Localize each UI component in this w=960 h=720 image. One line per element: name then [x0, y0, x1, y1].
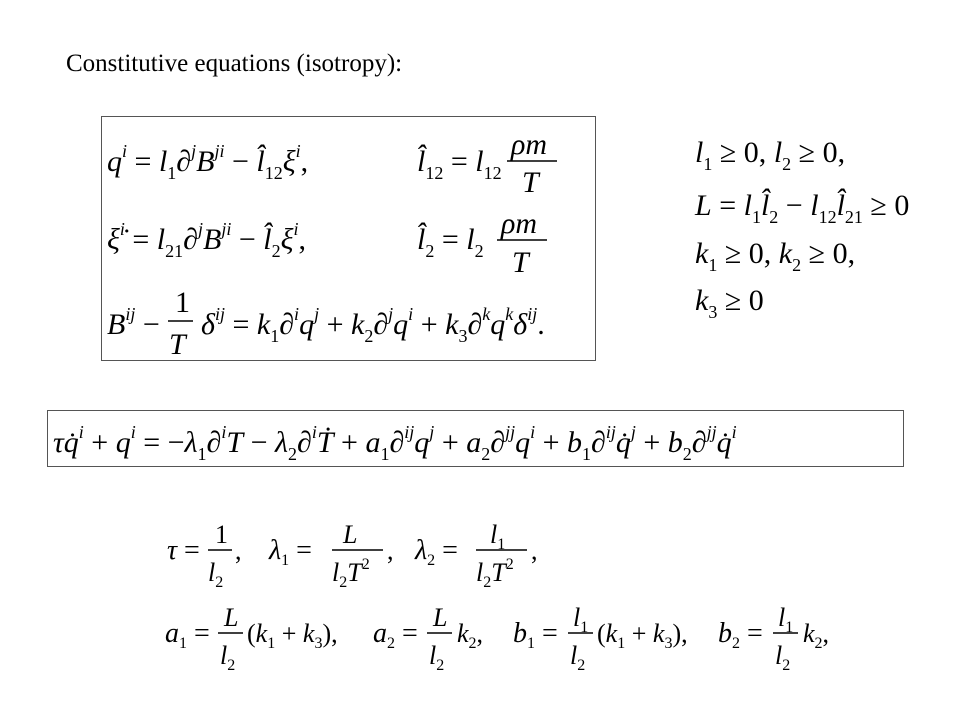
lambda2-denominator: $l_2T^2$	[476, 556, 514, 591]
a1-definition: $a_1$ =	[165, 618, 210, 652]
condition-L: $L = l_1l̂_2$ − $l_{12}l̂_{21} \ge 0$	[695, 189, 910, 227]
equation-l2-hat: $l̂_2 = l_2$	[417, 223, 484, 261]
fraction-T-denominator: T	[522, 166, 539, 199]
tau-definition: τ =	[167, 535, 200, 566]
comma: ,	[531, 536, 538, 565]
equation-box-svg	[101, 116, 597, 362]
fraction-T-denominator: T	[169, 328, 186, 361]
comma: ,	[235, 536, 242, 565]
coefficients-row-1-svg	[165, 515, 565, 595]
b2-denominator: $l_2$	[775, 641, 791, 674]
equation-B-lhs: $B^{ij}$ −	[107, 304, 160, 341]
coefficients-row-1	[165, 515, 565, 595]
equation-box	[101, 116, 597, 362]
coefficients-row-2-svg	[163, 598, 843, 680]
b1-denominator: $l_2$	[570, 641, 586, 674]
fraction-rho-m-numerator: ρm	[501, 207, 538, 240]
condition-k3: $k_3 \ge 0$	[695, 284, 764, 322]
a1-factor: $(k_1 + k_3)$,	[247, 619, 338, 652]
a1-denominator: $l_2$	[220, 641, 236, 674]
condition-k1-k2: $k_1 \ge 0$, $k_2 \ge 0$,	[695, 237, 856, 275]
main-equation-box	[47, 410, 905, 468]
a2-denominator: $l_2$	[429, 641, 445, 674]
main-equation: τq̇$^i$ + $q^i = -\lambda_1\partial^iT$ − $\lambda_2\partial^iṪ + a_1\partial^{ij}q^j + a_2\partial^{jj}q^i$ + $b_1\partial^{ij}q̇^j$ + $b_2\partial^{jj}q̇^i$	[53, 422, 737, 464]
b2-factor: $k_2$,	[803, 619, 830, 652]
lambda1-definition: $\lambda_1$ =	[269, 535, 312, 569]
equation-B-rhs: $\delta^{ij} = k_1\partial^iq^j + k_2\partial^jq^i + k_3\partial^kq^k\delta^{ij}$.	[201, 304, 545, 346]
comma: ,	[387, 536, 394, 565]
fraction-one-numerator: 1	[175, 286, 190, 319]
a1-numerator: L	[224, 603, 239, 632]
b2-definition: $b_2$ =	[718, 618, 763, 652]
b1-definition: $b_1$ =	[513, 618, 558, 652]
conditions-svg	[693, 130, 928, 320]
coefficients-row-2	[163, 598, 843, 680]
tau-numerator: 1	[215, 520, 228, 549]
a2-definition: $a_2$ =	[373, 618, 418, 652]
lambda1-denominator: $l_2T^2$	[332, 556, 370, 591]
conditions-block	[693, 130, 928, 320]
b2-numerator: $l_1$	[778, 603, 794, 636]
b1-factor: $(k_1 + k_3)$,	[597, 619, 688, 652]
lambda2-numerator: $l_1$	[490, 520, 506, 553]
fraction-T-denominator: T	[512, 246, 529, 279]
lambda1-numerator: L	[343, 520, 358, 549]
condition-l1-l2: $l_1 \ge 0$, $l_2 \ge 0$,	[695, 136, 846, 174]
main-equation-svg	[47, 410, 905, 468]
b1-numerator: $l_1$	[573, 603, 589, 636]
a2-numerator: L	[433, 603, 448, 632]
equation-heat-flux: $q^i = l_1\partial^jB^{ji}$ − $l̂_{12}\xi^i$,	[107, 141, 309, 183]
equation-xi-dot: ξ̇$^i$ = $l_{21}\partial^jB^{ji}$ − $l̂_2\xi^i$,	[107, 219, 306, 261]
fraction-rho-m-numerator: ρm	[511, 128, 548, 161]
slide-title: Constitutive equations (isotropy):	[66, 50, 403, 77]
a2-factor: $k_2$,	[457, 619, 484, 652]
equation-l12-hat: $l̂_{12} = l_{12}$	[417, 145, 502, 183]
tau-denominator: $l_2$	[208, 558, 224, 591]
lambda2-definition: $\lambda_2$ =	[415, 535, 458, 569]
